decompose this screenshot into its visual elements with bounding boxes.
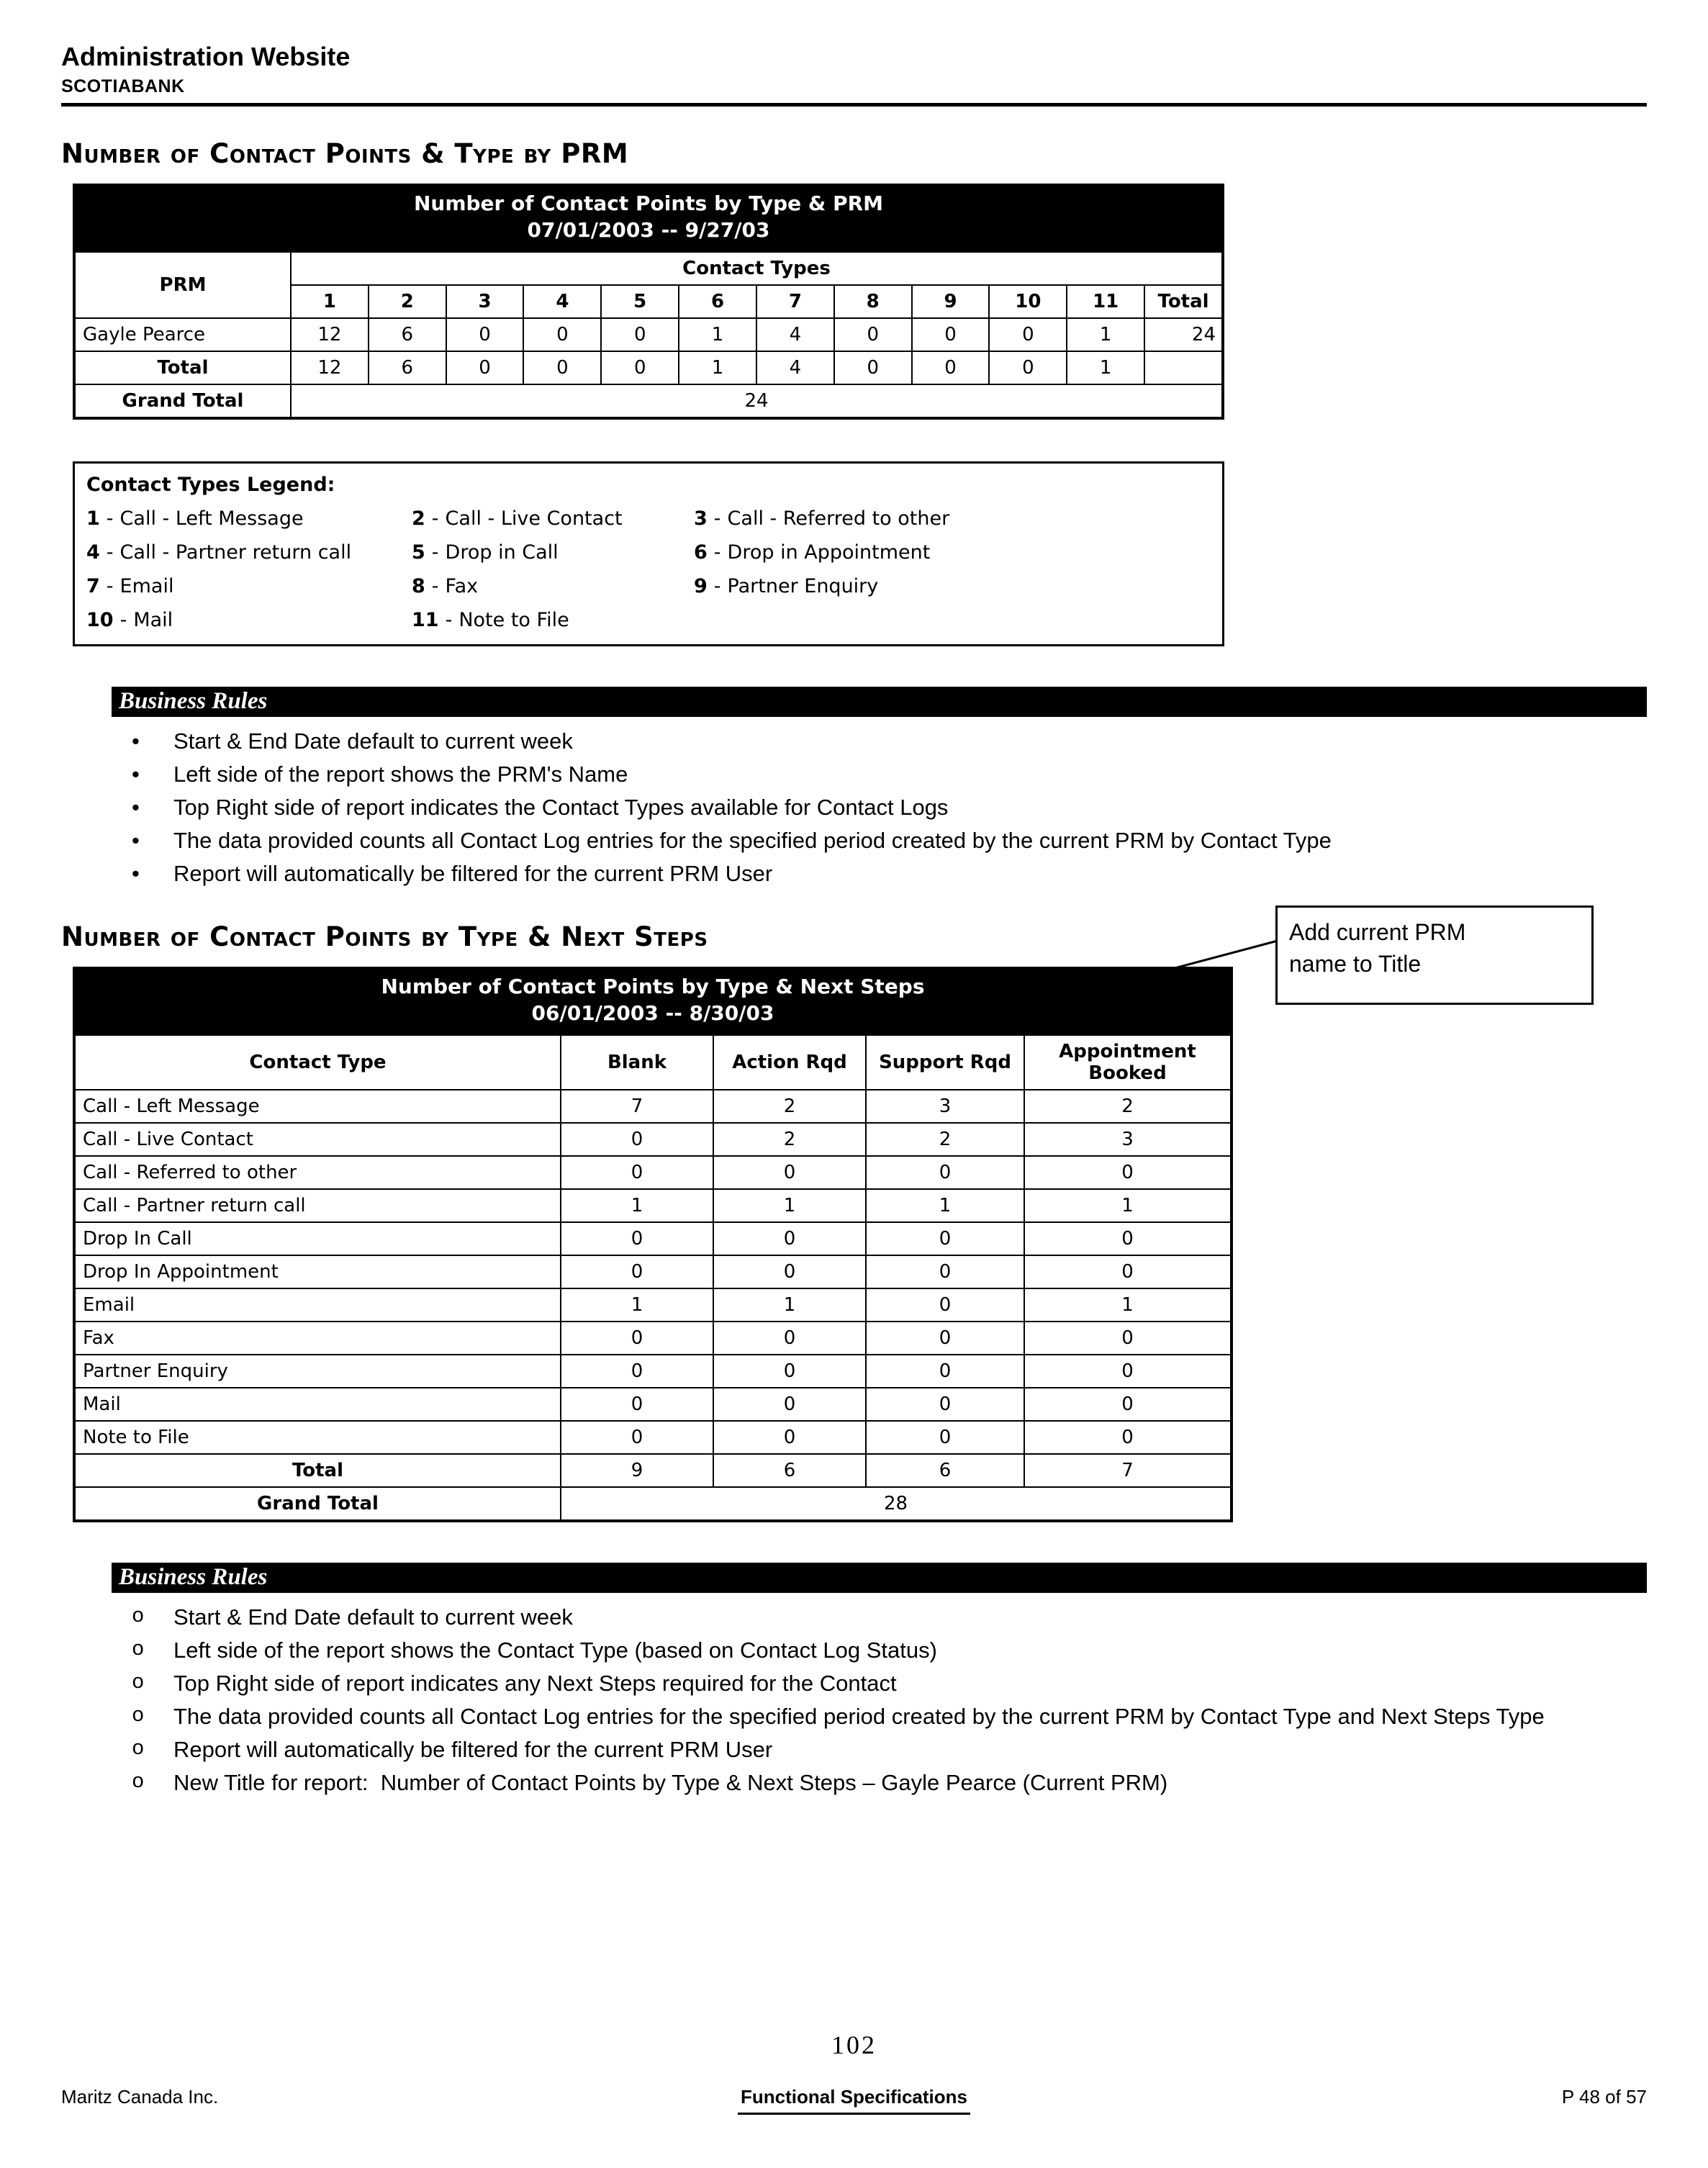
legend-entry bbox=[86, 575, 412, 597]
contact-type-cell: Partner Enquiry bbox=[75, 1355, 561, 1388]
prm-data-row bbox=[75, 318, 1222, 351]
header-divider bbox=[61, 103, 1647, 107]
next-step-count-cell: 1 bbox=[866, 1189, 1024, 1222]
totals-count-cell: 0 bbox=[523, 351, 601, 384]
totals-count-cell: 12 bbox=[291, 351, 369, 384]
legend-separator: - bbox=[445, 608, 453, 631]
legend-separator: - bbox=[431, 507, 439, 530]
next-step-count-cell: 0 bbox=[1024, 1222, 1231, 1255]
business-rule-item bbox=[61, 1701, 1647, 1733]
totals-count-cell: 7 bbox=[1024, 1454, 1231, 1487]
next-step-count-cell: 0 bbox=[713, 1222, 866, 1255]
section1-heading: Number of Contact Points & Type by PRM bbox=[61, 138, 629, 169]
totals-total-cell bbox=[1144, 351, 1222, 384]
next-step-count-cell: 0 bbox=[1024, 1355, 1231, 1388]
contact-type-col-header: 3 bbox=[446, 285, 524, 318]
business-rules-bar-2 bbox=[112, 1563, 1647, 1593]
business-rule-item bbox=[61, 792, 1647, 823]
business-rule-text: New Title for report: Number of Contact Points by Type & Next Steps – Gayle Pearce (Current PRM) bbox=[173, 1769, 1168, 1795]
totals-row-label: Total bbox=[75, 351, 291, 384]
legend-entry-label: Call - Left Message bbox=[119, 507, 304, 530]
contact-count-cell: 0 bbox=[601, 318, 679, 351]
contact-type-col-header: 11 bbox=[1067, 285, 1144, 318]
legend-separator: - bbox=[119, 608, 127, 631]
business-rule-text: Start & End Date default to current week bbox=[173, 728, 573, 754]
legend-separator: - bbox=[431, 574, 439, 597]
contact-types-group-header: Contact Types bbox=[291, 252, 1222, 285]
legend-entry bbox=[694, 575, 1211, 597]
bullet-marker: o bbox=[132, 1670, 145, 1694]
contact-type-col-header: 6 bbox=[679, 285, 756, 318]
contact-type-row bbox=[75, 1322, 1231, 1355]
next-step-count-cell: 0 bbox=[713, 1322, 866, 1355]
bullet-marker: • bbox=[132, 794, 140, 820]
business-rules-label: Business Rules bbox=[119, 688, 268, 715]
next-step-column-header: Appointment Booked bbox=[1024, 1035, 1231, 1090]
next-step-count-cell: 0 bbox=[1024, 1421, 1231, 1454]
footer-doc-type: Functional Specifications bbox=[738, 2086, 970, 2115]
legend-entry bbox=[86, 507, 412, 530]
next-step-count-cell: 1 bbox=[1024, 1288, 1231, 1322]
doc-title: Administration Website bbox=[61, 42, 351, 71]
contact-type-col-header: 2 bbox=[369, 285, 446, 318]
legend-entry-number: 10 bbox=[86, 608, 114, 631]
legend-entry-number: 5 bbox=[412, 541, 425, 564]
business-rules-list-1 bbox=[61, 726, 1647, 890]
table2-title-band bbox=[74, 968, 1232, 1034]
legend-entry bbox=[86, 609, 412, 631]
totals-row bbox=[75, 1454, 1231, 1487]
contact-count-cell: 0 bbox=[989, 318, 1067, 351]
contact-type-cell: Call - Left Message bbox=[75, 1090, 561, 1123]
next-step-count-cell: 2 bbox=[713, 1090, 866, 1123]
next-step-count-cell: 0 bbox=[561, 1255, 713, 1288]
contact-count-cell: 0 bbox=[446, 318, 524, 351]
prm-name-cell: Gayle Pearce bbox=[75, 318, 291, 351]
next-step-count-cell: 1 bbox=[713, 1288, 866, 1322]
business-rule-text: The data provided counts all Contact Log entries for the specified period created by the current PRM by Contact Type bbox=[173, 827, 1332, 853]
business-rule-item bbox=[61, 825, 1647, 857]
contact-count-cell: 12 bbox=[291, 318, 369, 351]
business-rule-item bbox=[61, 1668, 1647, 1699]
contact-type-row bbox=[75, 1255, 1231, 1288]
business-rule-item bbox=[61, 1635, 1647, 1666]
next-step-count-cell: 1 bbox=[561, 1288, 713, 1322]
legend-entry-label: Call - Referred to other bbox=[727, 507, 950, 530]
next-step-count-cell: 0 bbox=[561, 1222, 713, 1255]
next-step-count-cell: 0 bbox=[1024, 1388, 1231, 1421]
totals-count-cell: 9 bbox=[561, 1454, 713, 1487]
next-step-count-cell: 3 bbox=[1024, 1123, 1231, 1156]
legend-entry bbox=[412, 609, 694, 631]
totals-count-cell: 1 bbox=[679, 351, 756, 384]
doc-subtitle: SCOTIABANK bbox=[61, 76, 185, 96]
business-rule-text: Report will automatically be filtered for the current PRM User bbox=[173, 1736, 773, 1762]
section2-heading: Number of Contact Points by Type & Next Steps bbox=[61, 921, 708, 952]
next-step-count-cell: 0 bbox=[713, 1388, 866, 1421]
grand-total-label: Grand Total bbox=[75, 1487, 561, 1520]
contact-count-cell: 6 bbox=[369, 318, 446, 351]
bullet-marker: o bbox=[132, 1736, 145, 1761]
contact-type-cell: Fax bbox=[75, 1322, 561, 1355]
contact-type-cell: Drop In Call bbox=[75, 1222, 561, 1255]
legend-entry-number: 9 bbox=[694, 574, 708, 597]
totals-row-label: Total bbox=[75, 1454, 561, 1487]
next-step-count-cell: 0 bbox=[866, 1421, 1024, 1454]
contact-type-row bbox=[75, 1123, 1231, 1156]
legend-entry-label: Note to File bbox=[458, 608, 569, 631]
business-rule-item bbox=[61, 1602, 1647, 1633]
next-step-column-header: Support Rqd bbox=[866, 1035, 1024, 1090]
table2-header-row bbox=[75, 1035, 1231, 1090]
contact-type-row bbox=[75, 1288, 1231, 1322]
legend-entry-number: 6 bbox=[694, 541, 708, 564]
legend-entry bbox=[412, 507, 694, 530]
next-step-count-cell: 0 bbox=[713, 1156, 866, 1189]
next-step-count-cell: 0 bbox=[866, 1288, 1024, 1322]
legend-separator: - bbox=[106, 541, 114, 564]
next-step-count-cell: 0 bbox=[1024, 1255, 1231, 1288]
contact-count-cell: 0 bbox=[834, 318, 912, 351]
next-step-count-cell: 7 bbox=[561, 1090, 713, 1123]
table1-title: Number of Contact Points by Type & PRM bbox=[413, 191, 884, 215]
bullet-marker: o bbox=[132, 1637, 145, 1661]
legend-separator: - bbox=[713, 507, 721, 530]
legend-entry-label: Email bbox=[119, 574, 174, 597]
legend-entry bbox=[412, 541, 694, 564]
doc-header bbox=[61, 42, 1647, 107]
bullet-marker: • bbox=[132, 827, 140, 853]
contact-type-col-header: 5 bbox=[601, 285, 679, 318]
contact-count-cell: 4 bbox=[756, 318, 834, 351]
legend-separator: - bbox=[713, 574, 721, 597]
business-rule-item bbox=[61, 1767, 1647, 1799]
next-step-count-cell: 0 bbox=[866, 1255, 1024, 1288]
legend-entry-label: Drop in Call bbox=[445, 541, 559, 564]
next-step-count-cell: 0 bbox=[866, 1222, 1024, 1255]
totals-count-cell: 6 bbox=[866, 1454, 1024, 1487]
contact-type-col-header: 4 bbox=[523, 285, 601, 318]
annotation-callout bbox=[1275, 905, 1594, 1005]
doc-footer bbox=[61, 2086, 1647, 2115]
contact-type-row bbox=[75, 1222, 1231, 1255]
next-step-count-cell: 1 bbox=[561, 1189, 713, 1222]
business-rules-bar-1 bbox=[112, 687, 1647, 717]
contact-type-row bbox=[75, 1355, 1231, 1388]
legend-entry-number: 3 bbox=[694, 507, 708, 530]
bullet-marker: o bbox=[132, 1703, 145, 1727]
grand-total-label: Grand Total bbox=[75, 384, 291, 417]
legend-entry-label: Call - Live Contact bbox=[445, 507, 623, 530]
contact-count-cell: 1 bbox=[1067, 318, 1144, 351]
totals-count-cell: 1 bbox=[1067, 351, 1144, 384]
grand-total-value: 28 bbox=[561, 1487, 1231, 1520]
page-number: 102 bbox=[831, 2031, 877, 2059]
legend-separator: - bbox=[713, 541, 721, 564]
contact-type-row bbox=[75, 1388, 1231, 1421]
legend-entry-number: 4 bbox=[86, 541, 100, 564]
legend-entry-number: 2 bbox=[412, 507, 425, 530]
contact-type-col-header: 9 bbox=[912, 285, 990, 318]
legend-separator: - bbox=[106, 507, 114, 530]
legend-entry-number: 7 bbox=[86, 574, 100, 597]
annotation-text-line1: Add current PRM bbox=[1289, 919, 1466, 945]
table2-title: Number of Contact Points by Type & Next Steps bbox=[381, 974, 925, 998]
next-step-count-cell: 0 bbox=[561, 1156, 713, 1189]
business-rule-item bbox=[61, 726, 1647, 757]
contact-type-row bbox=[75, 1421, 1231, 1454]
contact-type-cell: Drop In Appointment bbox=[75, 1255, 561, 1288]
next-step-count-cell: 3 bbox=[866, 1090, 1024, 1123]
contact-type-row bbox=[75, 1189, 1231, 1222]
legend-entry-number: 8 bbox=[412, 574, 425, 597]
legend-grid bbox=[86, 507, 1211, 631]
totals-count-cell: 0 bbox=[601, 351, 679, 384]
total-column-header: Total bbox=[1144, 285, 1222, 318]
next-step-count-cell: 0 bbox=[866, 1322, 1024, 1355]
contact-count-cell: 0 bbox=[523, 318, 601, 351]
business-rule-text: Left side of the report shows the Contact Type (based on Contact Log Status) bbox=[173, 1637, 937, 1663]
table2-grid bbox=[74, 1034, 1232, 1521]
table1-grid bbox=[74, 251, 1223, 418]
legend-entry-label: Mail bbox=[133, 608, 173, 631]
totals-count-cell: 4 bbox=[756, 351, 834, 384]
legend-entry-number: 11 bbox=[412, 608, 439, 631]
totals-count-cell: 0 bbox=[446, 351, 524, 384]
next-step-column-header: Action Rqd bbox=[713, 1035, 866, 1090]
bullet-marker: o bbox=[132, 1769, 145, 1794]
bullet-marker: • bbox=[132, 728, 140, 754]
legend-entry-label: Call - Partner return call bbox=[119, 541, 352, 564]
legend-entry-number: 1 bbox=[86, 507, 100, 530]
totals-count-cell: 0 bbox=[912, 351, 990, 384]
business-rule-item bbox=[61, 1734, 1647, 1766]
footer-company: Maritz Canada Inc. bbox=[61, 2086, 219, 2108]
grand-total-row bbox=[75, 1487, 1231, 1520]
next-step-count-cell: 0 bbox=[1024, 1156, 1231, 1189]
contact-type-cell: Email bbox=[75, 1288, 561, 1322]
business-rule-text: Left side of the report shows the PRM's Name bbox=[173, 761, 628, 787]
next-step-count-cell: 2 bbox=[713, 1123, 866, 1156]
contact-type-col-header: 8 bbox=[834, 285, 912, 318]
business-rule-text: Top Right side of report indicates any Next Steps required for the Contact bbox=[173, 1670, 897, 1696]
bullet-marker: o bbox=[132, 1604, 145, 1628]
contact-count-cell: 0 bbox=[912, 318, 990, 351]
table1-group-header-row bbox=[75, 252, 1222, 285]
business-rules-label: Business Rules bbox=[119, 1564, 268, 1591]
legend-entry-label: Drop in Appointment bbox=[727, 541, 931, 564]
next-step-count-cell: 0 bbox=[561, 1322, 713, 1355]
row-total-cell: 24 bbox=[1144, 318, 1222, 351]
contact-points-by-type-next-steps-table bbox=[73, 967, 1233, 1522]
business-rule-text: The data provided counts all Contact Log entries for the specified period created by the current PRM by Contact Type and Next Steps Type bbox=[173, 1703, 1545, 1729]
contact-type-col-header: 10 bbox=[989, 285, 1067, 318]
legend-entry-label: Fax bbox=[445, 574, 479, 597]
totals-count-cell: 0 bbox=[834, 351, 912, 384]
annotation-text-line2: name to Title bbox=[1289, 951, 1422, 977]
next-step-count-cell: 0 bbox=[713, 1255, 866, 1288]
next-step-count-cell: 0 bbox=[866, 1388, 1024, 1421]
next-step-count-cell: 0 bbox=[1024, 1322, 1231, 1355]
next-step-count-cell: 0 bbox=[561, 1421, 713, 1454]
next-step-count-cell: 0 bbox=[561, 1355, 713, 1388]
prm-column-header: PRM bbox=[75, 252, 291, 318]
grand-total-value: 24 bbox=[291, 384, 1222, 417]
table1-date-range: 07/01/2003 -- 9/27/03 bbox=[527, 217, 770, 242]
next-step-count-cell: 0 bbox=[561, 1123, 713, 1156]
legend-separator: - bbox=[106, 574, 114, 597]
contact-count-cell: 1 bbox=[679, 318, 756, 351]
legend-entry bbox=[412, 575, 694, 597]
contact-type-cell: Call - Referred to other bbox=[75, 1156, 561, 1189]
legend-entry-label: Partner Enquiry bbox=[727, 574, 879, 597]
contact-type-column-header: Contact Type bbox=[75, 1035, 561, 1090]
legend-separator: - bbox=[431, 541, 439, 564]
contact-points-by-prm-table bbox=[73, 184, 1224, 420]
next-step-count-cell: 1 bbox=[713, 1189, 866, 1222]
contact-type-row bbox=[75, 1156, 1231, 1189]
legend-entry bbox=[86, 541, 412, 564]
next-step-count-cell: 1 bbox=[1024, 1189, 1231, 1222]
business-rule-text: Start & End Date default to current week bbox=[173, 1604, 573, 1630]
business-rule-item bbox=[61, 759, 1647, 790]
contact-type-cell: Call - Partner return call bbox=[75, 1189, 561, 1222]
contact-type-cell: Mail bbox=[75, 1388, 561, 1421]
contact-type-col-header: 7 bbox=[756, 285, 834, 318]
next-step-count-cell: 0 bbox=[866, 1355, 1024, 1388]
bullet-marker: • bbox=[132, 860, 140, 886]
business-rule-item bbox=[61, 858, 1647, 890]
totals-count-cell: 0 bbox=[989, 351, 1067, 384]
next-step-count-cell: 2 bbox=[866, 1123, 1024, 1156]
contact-type-cell: Note to File bbox=[75, 1421, 561, 1454]
table2-date-range: 06/01/2003 -- 8/30/03 bbox=[531, 1001, 774, 1025]
contact-type-cell: Call - Live Contact bbox=[75, 1123, 561, 1156]
grand-total-row bbox=[75, 384, 1222, 417]
next-step-count-cell: 0 bbox=[561, 1388, 713, 1421]
totals-count-cell: 6 bbox=[369, 351, 446, 384]
next-step-count-cell: 0 bbox=[713, 1421, 866, 1454]
legend-title: Contact Types Legend: bbox=[86, 473, 335, 496]
footer-page-count: P 48 of 57 bbox=[1561, 2086, 1647, 2108]
bullet-marker: • bbox=[132, 761, 140, 787]
totals-count-cell: 6 bbox=[713, 1454, 866, 1487]
business-rules-list-2 bbox=[61, 1602, 1647, 1799]
contact-type-row bbox=[75, 1090, 1231, 1123]
legend-entry bbox=[694, 507, 1211, 530]
next-step-count-cell: 0 bbox=[866, 1156, 1024, 1189]
next-step-count-cell: 0 bbox=[713, 1355, 866, 1388]
next-step-column-header: Blank bbox=[561, 1035, 713, 1090]
legend-entry bbox=[694, 541, 1211, 564]
table1-title-band bbox=[74, 185, 1223, 251]
contact-types-legend bbox=[73, 461, 1224, 646]
totals-row bbox=[75, 351, 1222, 384]
business-rule-text: Top Right side of report indicates the Contact Types available for Contact Logs bbox=[173, 794, 949, 820]
next-step-count-cell: 2 bbox=[1024, 1090, 1231, 1123]
business-rule-text: Report will automatically be filtered for the current PRM User bbox=[173, 860, 773, 886]
contact-type-col-header: 1 bbox=[291, 285, 369, 318]
